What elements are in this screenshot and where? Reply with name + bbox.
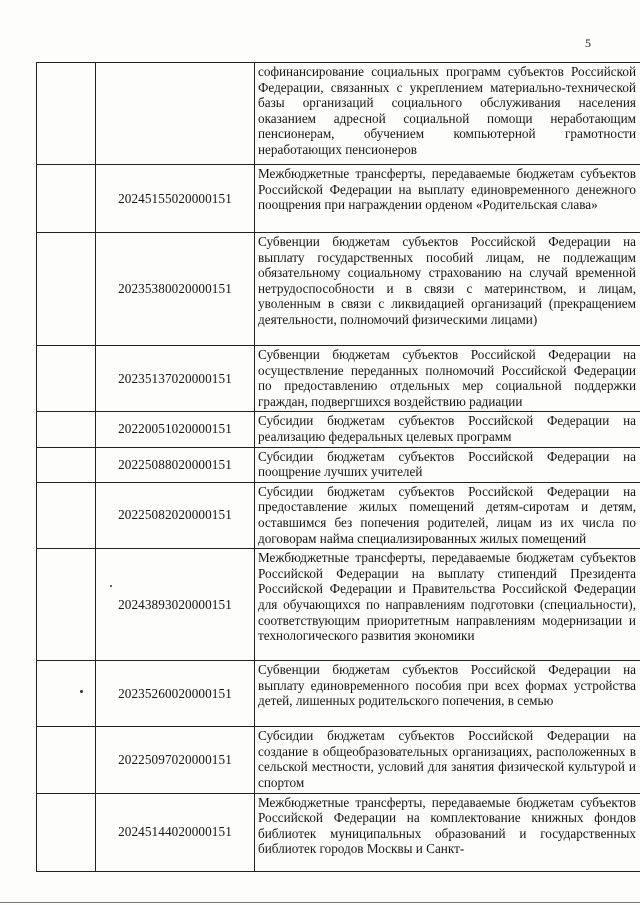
- description-cell: Межбюджетные трансферты, передаваемые бюджетам субъектов Российской Федерации на комплектование книжных фондов библиотек муниципальных образований и государственных библиотек городов Москвы и Санкт-: [255, 793, 640, 871]
- empty-cell: [37, 412, 96, 447]
- code-cell: [96, 63, 255, 165]
- table-row: [37, 447, 640, 482]
- table-row: [37, 63, 640, 165]
- code-cell: 20245155020000151: [96, 165, 255, 233]
- budget-codes-table: [36, 62, 640, 872]
- table-row: [37, 233, 640, 346]
- code-cell: 20225088020000151: [96, 447, 255, 482]
- description-cell: софинансирование социальных программ субъектов Российской Федерации, связанных с укреплением материально-технической базы организаций социального обслуживания населения оказанием адресной социальной помощи неработающим пенсионерам, обучением компьютерной грамотности неработающих пенсионеров: [255, 63, 640, 165]
- table-row: [37, 793, 640, 871]
- table-row: [37, 165, 640, 233]
- empty-cell: [37, 233, 96, 346]
- code-cell: 20225082020000151: [96, 482, 255, 548]
- table-row: [37, 412, 640, 447]
- code-cell: 20235260020000151: [96, 661, 255, 727]
- description-cell: Субвенции бюджетам субъектов Российской Федерации на выплату государственных пособий лицам, не подлежащим обязательному социальному страхованию на случай временной нетрудоспособности и в связи с материнством, и лицам, уволенным в связи с ликвидацией организаций (прекращением деятельности, полномочий физическими лицами): [255, 233, 640, 346]
- scan-speck: [80, 690, 83, 693]
- empty-cell: [37, 165, 96, 233]
- code-cell: 20243893020000151: [96, 549, 255, 661]
- empty-cell: [37, 549, 96, 661]
- page-edge-line: [0, 902, 640, 903]
- description-cell: Субвенции бюджетам субъектов Российской Федерации на осуществление переданных полномочий Российской Федерации по предоставлению отдельных мер социальной поддержки граждан, подвергшихся воздействию радиации: [255, 346, 640, 412]
- code-cell: 20235137020000151: [96, 346, 255, 412]
- scan-speck: [110, 585, 112, 587]
- empty-cell: [37, 727, 96, 793]
- code-cell: 20225097020000151: [96, 727, 255, 793]
- empty-cell: [37, 482, 96, 548]
- table-row: [37, 482, 640, 548]
- table-row: [37, 727, 640, 793]
- description-cell: Субвенции бюджетам субъектов Российской Федерации на выплату единовременного пособия при всех формах устройства детей, лишенных родительского попечения, в семью: [255, 661, 640, 727]
- empty-cell: [37, 793, 96, 871]
- description-cell: Межбюджетные трансферты, передаваемые бюджетам субъектов Российской Федерации на выплату единовременного денежного поощрения при награждении орденом «Родительская слава»: [255, 165, 640, 233]
- description-cell: Субсидии бюджетам субъектов Российской Федерации на предоставление жилых помещений детям-сиротам и детям, оставшимся без попечения родителей, лицам из их числа по договорам найма специализированных жилых помещений: [255, 482, 640, 548]
- code-cell: 20220051020000151: [96, 412, 255, 447]
- empty-cell: [37, 63, 96, 165]
- empty-cell: [37, 661, 96, 727]
- table-row: [37, 661, 640, 727]
- page-number: 5: [585, 36, 591, 50]
- code-cell: 20235380020000151: [96, 233, 255, 346]
- description-cell: Межбюджетные трансферты, передаваемые бюджетам субъектов Российской Федерации на выплату стипендий Президента Российской Федерации и Правительства Российской Федерации для обучающихся по направлениям подготовки (специальности), соответствующим приоритетным направлениям модернизации и технологического развития экономики: [255, 549, 640, 661]
- empty-cell: [37, 447, 96, 482]
- description-cell: Субсидии бюджетам субъектов Российской Федерации на поощрение лучших учителей: [255, 447, 640, 482]
- empty-cell: [37, 346, 96, 412]
- table-row: [37, 346, 640, 412]
- code-cell: 20245144020000151: [96, 793, 255, 871]
- table-row: [37, 549, 640, 661]
- description-cell: Субсидии бюджетам субъектов Российской Федерации на реализацию федеральных целевых программ: [255, 412, 640, 447]
- description-cell: Субсидии бюджетам субъектов Российской Федерации на создание в общеобразовательных организациях, расположенных в сельской местности, условий для занятия физической культурой и спортом: [255, 727, 640, 793]
